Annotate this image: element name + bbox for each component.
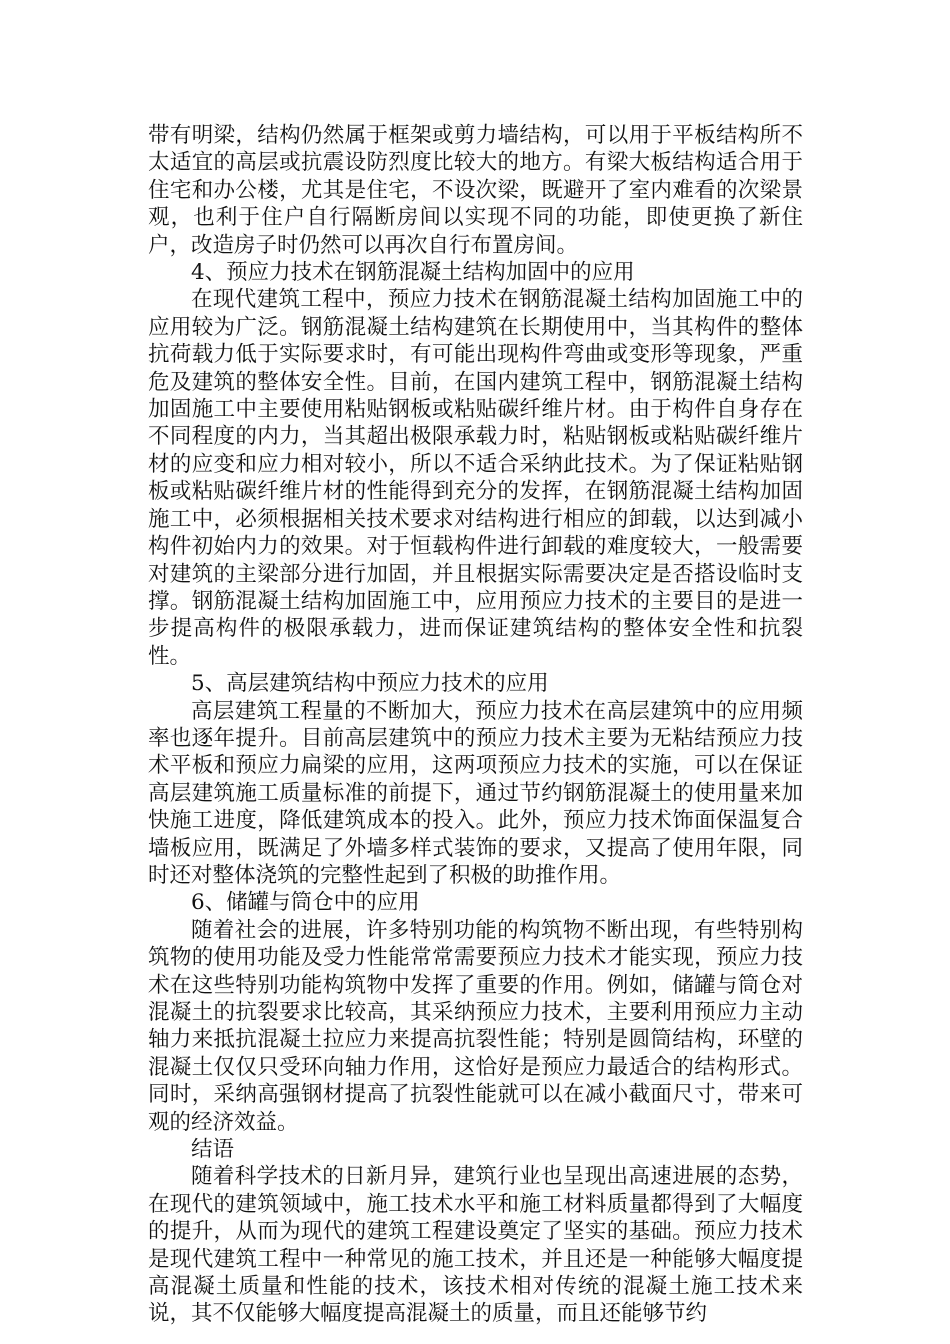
paragraph-section-5: 高层建筑工程量的不断加大，预应力技术在高层建筑中的应用频率也逐年提升。目前高层建筑中的预应力技术主要为无粘结预应力技术平板和预应力扁梁的应用，这两项预应力技术的实施，可以在保证高层建筑施工质量标准的前提下，通过节约钢筋混凝土的使用量来加快施工进度，降低建筑成本的投入。此外，预应力技术饰面保温复合墙板应用，既满足了外墙多样式装饰的要求，又提高了使用年限，同时还对整体浇筑的完整性起到了积极的助推作用。 <box>148 698 803 888</box>
section-heading-5: 5、高层建筑结构中预应力技术的应用 <box>191 671 549 697</box>
section-heading-4: 4、预应力技术在钢筋混凝土结构加固中的应用 <box>191 260 635 286</box>
paragraph-conclusion: 随着科学技术的日新月异，建筑行业也呈现出高速进展的态势，在现代的建筑领域中，施工技术水平和施工材料质量都得到了大幅度的提升，从而为现代的建筑工程建设奠定了坚实的基础。预应力技术是现代建筑工程中一种常见的施工技术，并且还是一种能够大幅度提高混凝土质量和性能的技术，该技术相对传统的混凝土施工技术来说，其不仅能够大幅度提高混凝土的质量，而且还能够节约 <box>148 1164 803 1327</box>
paragraph-continued: 带有明梁，结构仍然属于框架或剪力墙结构，可以用于平板结构所不太适宜的高层或抗震设防烈度比较大的地方。有梁大板结构适合用于住宅和办公楼，尤其是住宅，不设次梁，既避开了室内难看的次梁景观，也利于住户自行隔断房间以实现不同的功能，即使更换了新住户，改造房子时仍然可以再次自行布置房间。 <box>148 123 803 258</box>
conclusion-heading: 结语 <box>191 1137 235 1163</box>
document-page <box>148 122 803 1328</box>
paragraph-section-4: 在现代建筑工程中，预应力技术在钢筋混凝土结构加固施工中的应用较为广泛。钢筋混凝土结构建筑在长期使用中，当其构件的整体抗荷载力低于实际要求时，有可能出现构件弯曲或变形等现象，严重危及建筑的整体安全性。目前，在国内建筑工程中，钢筋混凝土结构加固施工中主要使用粘贴钢板或粘贴碳纤维片材。由于构件自身存在不同程度的内力，当其超出极限承载力时，粘贴钢板或粘贴碳纤维片材的应变和应力相对较小，所以不适合采纳此技术。为了保证粘贴钢板或粘贴碳纤维片材的性能得到充分的发挥，在钢筋混凝土结构加固施工中，必须根据相关技术要求对结构进行相应的卸载，以达到减小构件初始内力的效果。对于恒载构件进行卸载的难度较大，一般需要对建筑的主梁部分进行加固，并且根据实际需要决定是否搭设临时支撑。钢筋混凝土结构加固施工中，应用预应力技术的主要目的是进一步提高构件的极限承载力，进而保证建筑结构的整体安全性和抗裂性。 <box>148 287 803 669</box>
section-heading-6: 6、储罐与筒仓中的应用 <box>191 890 420 916</box>
paragraph-section-6: 随着社会的进展，许多特别功能的构筑物不断出现，有些特别构筑物的使用功能及受力性能常常需要预应力技术才能实现，预应力技术在这些特别功能构筑物中发挥了重要的作用。例如，储罐与筒仓对混凝土的抗裂要求比较高，其采纳预应力技术，主要利用预应力主动轴力来抵抗混凝土拉应力来提高抗裂性能；特别是圆筒结构，环壁的混凝土仅仅只受环向轴力作用，这恰好是预应力最适合的结构形式。同时，采纳高强钢材提高了抗裂性能就可以在减小截面尺寸，带来可观的经济效益。 <box>148 917 803 1135</box>
